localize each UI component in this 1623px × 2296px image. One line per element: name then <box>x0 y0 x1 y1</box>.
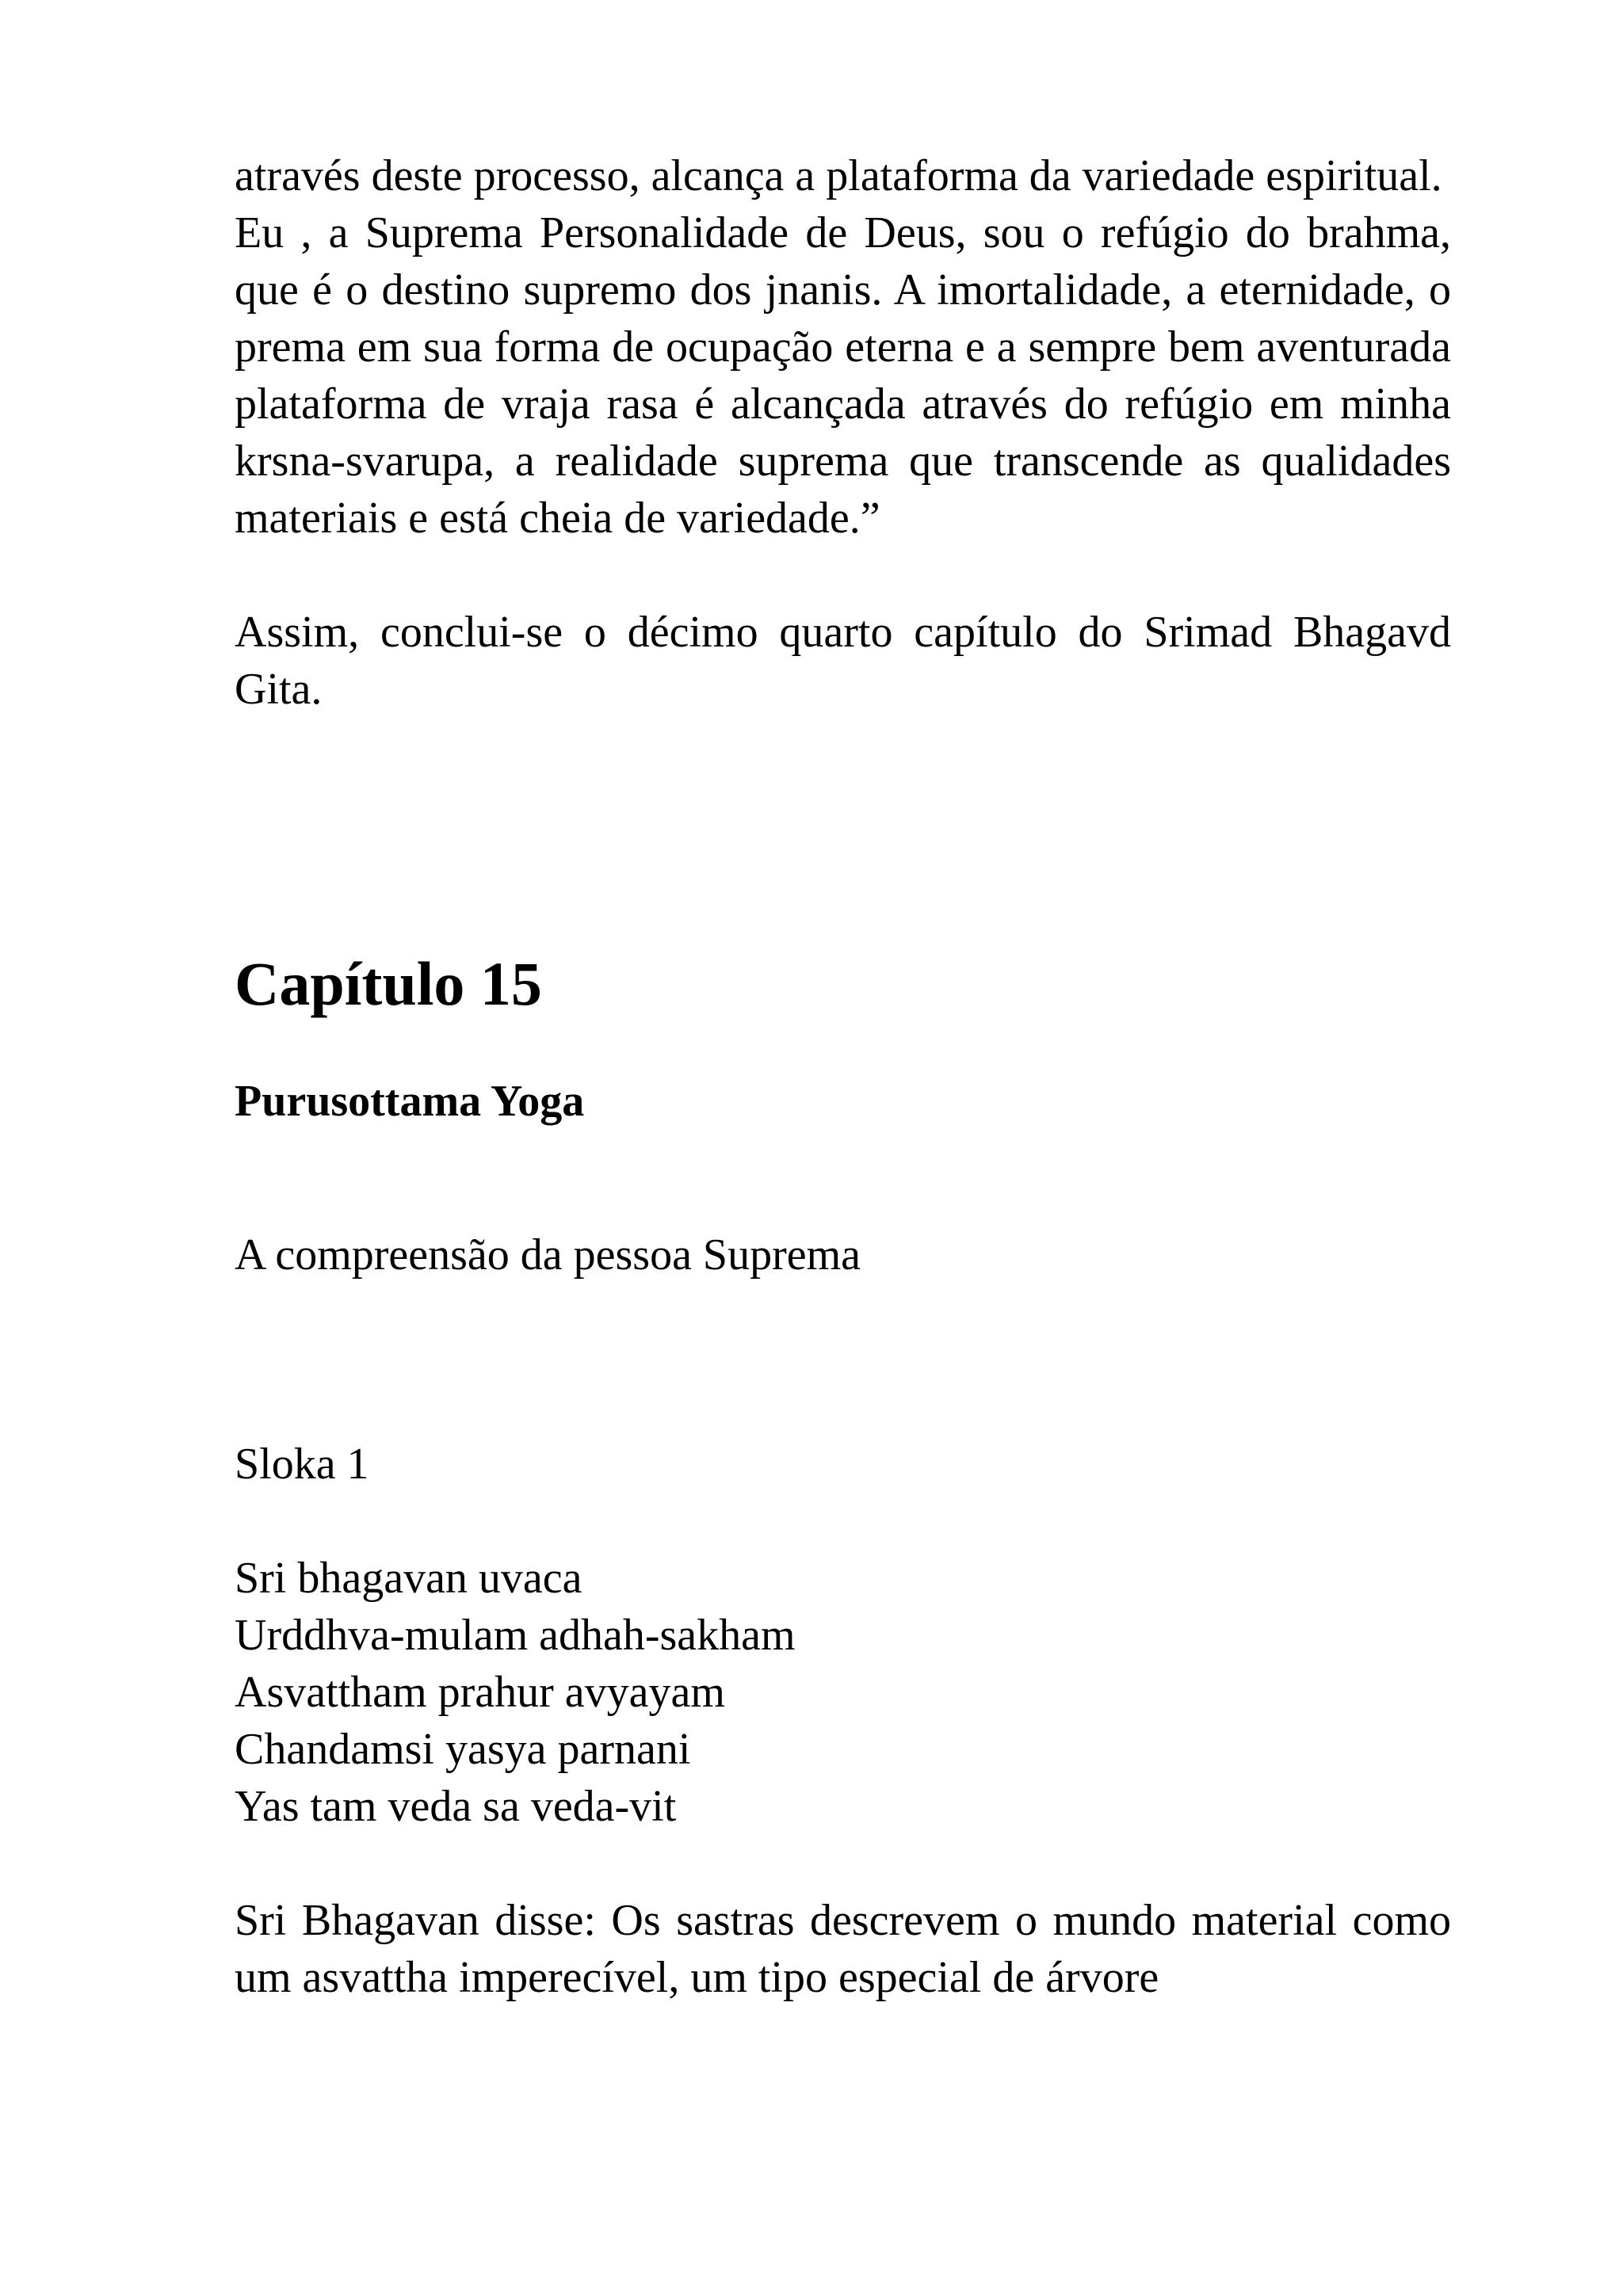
verse-line: Asvattham prahur avyayam <box>235 1668 725 1717</box>
spacer <box>235 1130 1451 1226</box>
spacer <box>235 1022 1451 1073</box>
verse-line: Urddhva-mulam adhah-sakham <box>235 1611 796 1660</box>
spacer <box>235 1493 1451 1550</box>
verse-line: Sri bhagavan uvaca <box>235 1554 582 1603</box>
paragraph-continuation: através deste processo, alcança a plataforma da variedade espiritual. <box>235 151 1442 200</box>
spacer <box>235 718 1451 946</box>
sloka-label: Sloka 1 <box>235 1440 369 1489</box>
chapter-subtitle: Purusottama Yoga <box>235 1077 585 1126</box>
document-page <box>235 147 1451 2006</box>
chapter-title: Capítulo 15 <box>235 949 542 1018</box>
translation-paragraph: Sri Bhagavan disse: Os sastras descrevem o mundo material como um asvattha imperecível, um tipo especial de árvore <box>235 1896 1451 2002</box>
paragraph-conclusion: Assim, conclui-se o décimo quarto capítulo do Srimad Bhagavd Gita. <box>235 608 1451 714</box>
chapter-description: A compreensão da pessoa Suprema <box>235 1230 861 1280</box>
spacer <box>235 1835 1451 1892</box>
paragraph-refuge: Eu , a Suprema Personalidade de Deus, sou o refúgio do brahma, que é o destino supremo dos jnanis. A imortalidade, a eternidade, o prema em sua forma de ocupação eterna e a sempre bem aventurada plataforma de vraja rasa é alcançada através do refúgio em minha krsna-svarupa, a realidade suprema que transcende as qualidades materiais e está cheia de variedade.” <box>235 208 1451 543</box>
verse-line: Yas tam veda sa veda-vit <box>235 1782 677 1831</box>
spacer <box>235 1283 1451 1436</box>
spacer <box>235 547 1451 604</box>
verse-block <box>235 1550 1451 1835</box>
verse-line: Chandamsi yasya parnani <box>235 1725 691 1774</box>
